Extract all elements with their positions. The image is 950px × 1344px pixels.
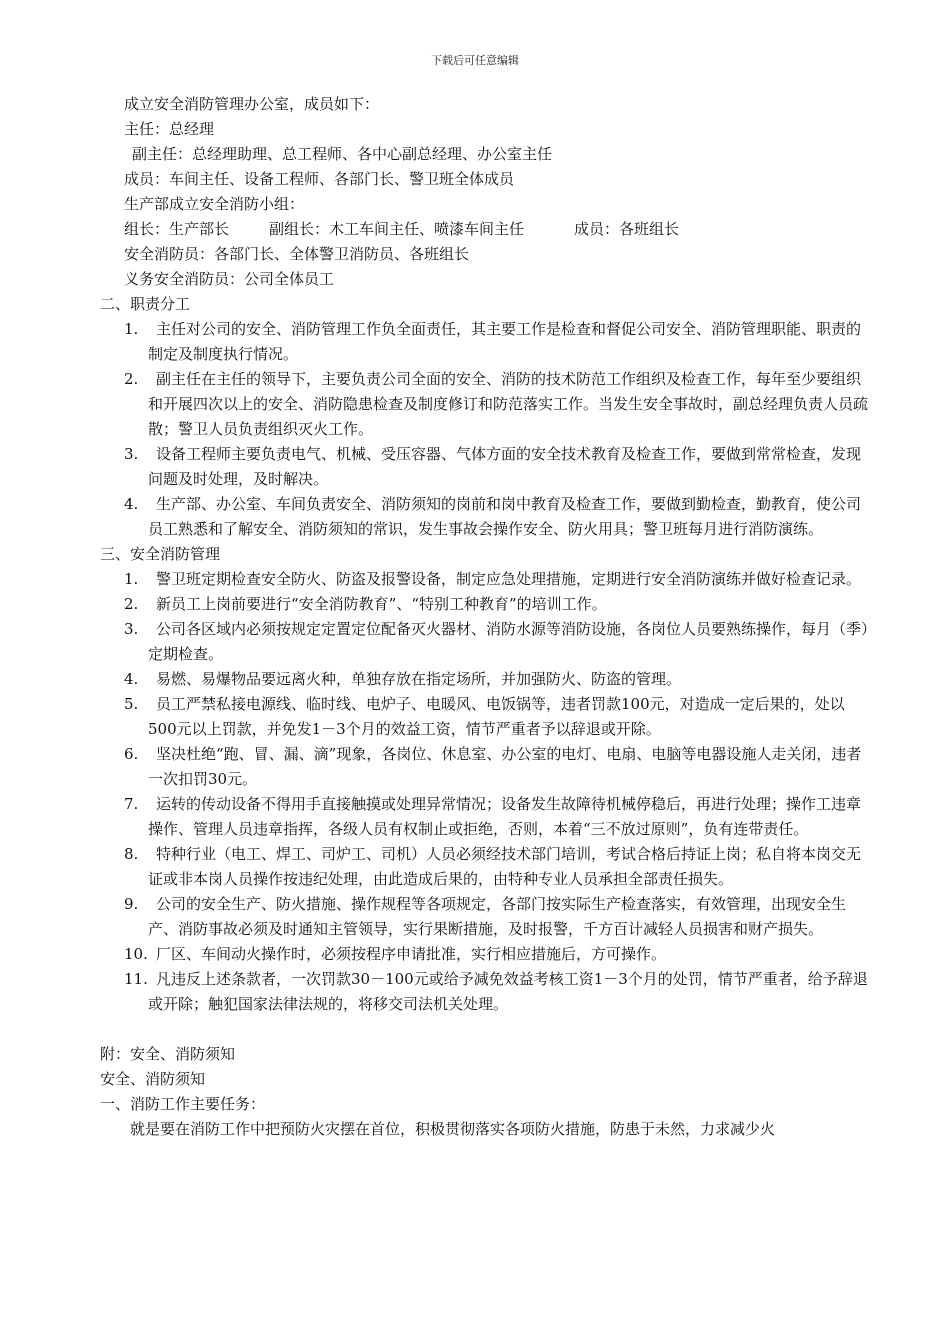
appendix-subtitle: 安全、消防须知: [100, 1070, 206, 1088]
document-body: [100, 92, 870, 1142]
item-text: 特种行业（电工、焊工、司炉工、司机）人员必须经技术部门培训，考试合格后持证上岗；私自将本岗交无证或非本岗人员操作按违纪处理，由此造成后果的，由特种专业人员承担全部责任损失。: [148, 845, 862, 888]
item-text: 副主任在主任的领导下，主要负责公司全面的安全、消防的技术防范工作组织及检查工作，每年至少要组织和开展四次以上的安全、消防隐患检查及制度修订和防范落实工作。当发生安全事故时，副总经理负责人员疏散；警卫人员负责组织灭火工作。: [148, 370, 869, 438]
section2-title: 二、职责分工: [100, 295, 191, 313]
item-text: 员工严禁私接电源线、临时线、电炉子、电暖风、电饭锅等，违者罚款100元，对造成一定后果的，处以500元以上罚款，并免发1－3个月的效益工资，情节严重者予以辞退或开除。: [148, 695, 845, 738]
list-item: [100, 592, 870, 617]
item-number: 6.: [124, 745, 139, 763]
item-number: 10.: [124, 945, 148, 963]
item-number: 4.: [124, 670, 139, 688]
item-text: 公司各区域内必须按规定定置定位配备灭火器材、消防水源等消防设施，各岗位人员要熟练操作，每月（季）定期检查。: [148, 620, 869, 663]
section3-title: 三、安全消防管理: [100, 545, 221, 563]
item-number: 1.: [124, 320, 139, 338]
list-item: [100, 692, 870, 742]
section3-list: [100, 567, 870, 1017]
item-text: 坚决杜绝“跑、冒、漏、滴”现象，各岗位、休息室、办公室的电灯、电扇、电脑等电器设施人走关闭，违者一次扣罚30元。: [148, 745, 862, 788]
item-number: 5.: [124, 695, 139, 713]
list-item: [100, 617, 870, 667]
group-members: 成员：各班组长: [574, 220, 680, 238]
list-item: [100, 492, 870, 542]
item-text: 主任对公司的安全、消防管理工作负全面责任，其主要工作是检查和督促公司安全、消防管理职能、职责的制定及制度执行情况。: [148, 320, 862, 363]
group-title-line: 生产部成立安全消防小组：: [124, 195, 305, 213]
safety-staff-line: 安全消防员：各部门长、全体警卫消防员、各班组长: [124, 245, 470, 263]
item-number: 2.: [124, 595, 139, 613]
list-item: [100, 892, 870, 942]
group-deputy: 副组长：木工车间主任、喷漆车间主任: [269, 220, 525, 238]
list-item: [100, 942, 870, 967]
item-number: 11.: [124, 970, 148, 988]
list-item: [100, 317, 870, 367]
volunteer-line: 义务安全消防员：公司全体员工: [124, 270, 335, 288]
list-item: [100, 567, 870, 592]
list-item: [100, 792, 870, 842]
page-header: 下载后可任意编辑: [431, 54, 519, 67]
list-item: [100, 667, 870, 692]
item-number: 8.: [124, 845, 139, 863]
item-text: 生产部、办公室、车间负责安全、消防须知的岗前和岗中教育及检查工作，要做到勤检查，勤教育，使公司员工熟悉和了解安全、消防须知的常识，发生事故会操作安全、防火用具；警卫班每月进行消防演练。: [148, 495, 862, 538]
item-number: 9.: [124, 895, 139, 913]
director-line: 主任：总经理: [124, 120, 215, 138]
blank-line: [100, 1017, 870, 1042]
item-number: 3.: [124, 620, 139, 638]
item-number: 3.: [124, 445, 139, 463]
office-line: 成立安全消防管理办公室，成员如下：: [124, 95, 380, 113]
appendix-paragraph: 就是要在消防工作中把预防火灾摆在首位，积极贯彻落实各项防火措施，防患于未然，力求减少火: [130, 1120, 776, 1138]
item-text: 警卫班定期检查安全防火、防盗及报警设备，制定应急处理措施，定期进行安全消防演练并做好检查记录。: [156, 570, 862, 588]
item-number: 2.: [124, 370, 139, 388]
deputy-line: 副主任：总经理助理、总工程师、各中心副总经理、办公室主任: [132, 145, 553, 163]
item-text: 公司的安全生产、防火措施、操作规程等各项规定，各部门按实际生产检查落实，有效管理，出现安全生产、消防事故必须及时通知主管领导，实行果断措施，及时报警，千方百计减轻人员损害和财产损失。: [148, 895, 847, 938]
members-line: 成员：车间主任、设备工程师、各部门长、警卫班全体成员: [124, 170, 515, 188]
appendix-title: 附：安全、消防须知: [100, 1045, 236, 1063]
list-item: [100, 742, 870, 792]
item-text: 新员工上岗前要进行“安全消防教育”、“特别工种教育”的培训工作。: [156, 595, 607, 613]
item-text: 凡违反上述条款者，一次罚款30－100元或给予减免效益考核工资1－3个月的处罚，情节严重者，给予辞退或开除；触犯国家法律法规的，将移交司法机关处理。: [148, 970, 868, 1013]
group-leader: 组长：生产部长: [124, 220, 230, 238]
group-row: [100, 217, 870, 242]
list-item: [100, 842, 870, 892]
list-item: [100, 367, 870, 442]
appendix-section1-title: 一、消防工作主要任务：: [100, 1095, 266, 1113]
section2-list: [100, 317, 870, 542]
item-number: 4.: [124, 495, 139, 513]
item-number: 7.: [124, 795, 139, 813]
item-number: 1.: [124, 570, 139, 588]
list-item: [100, 442, 870, 492]
item-text: 易燃、易爆物品要远离火种，单独存放在指定场所，并加强防火、防盗的管理。: [156, 670, 682, 688]
item-text: 设备工程师主要负责电气、机械、受压容器、气体方面的安全技术教育及检查工作，要做到常常检查，发现问题及时处理，及时解决。: [148, 445, 862, 488]
list-item: [100, 967, 870, 1017]
item-text: 厂区、车间动火操作时，必须按程序申请批准，实行相应措施后，方可操作。: [156, 945, 667, 963]
item-text: 运转的传动设备不得用手直接触摸或处理异常情况；设备发生故障待机械停稳后，再进行处理；操作工违章操作、管理人员违章指挥，各级人员有权制止或拒绝，否则，本着“三不放过原则”，负有连带责任。: [148, 795, 862, 838]
